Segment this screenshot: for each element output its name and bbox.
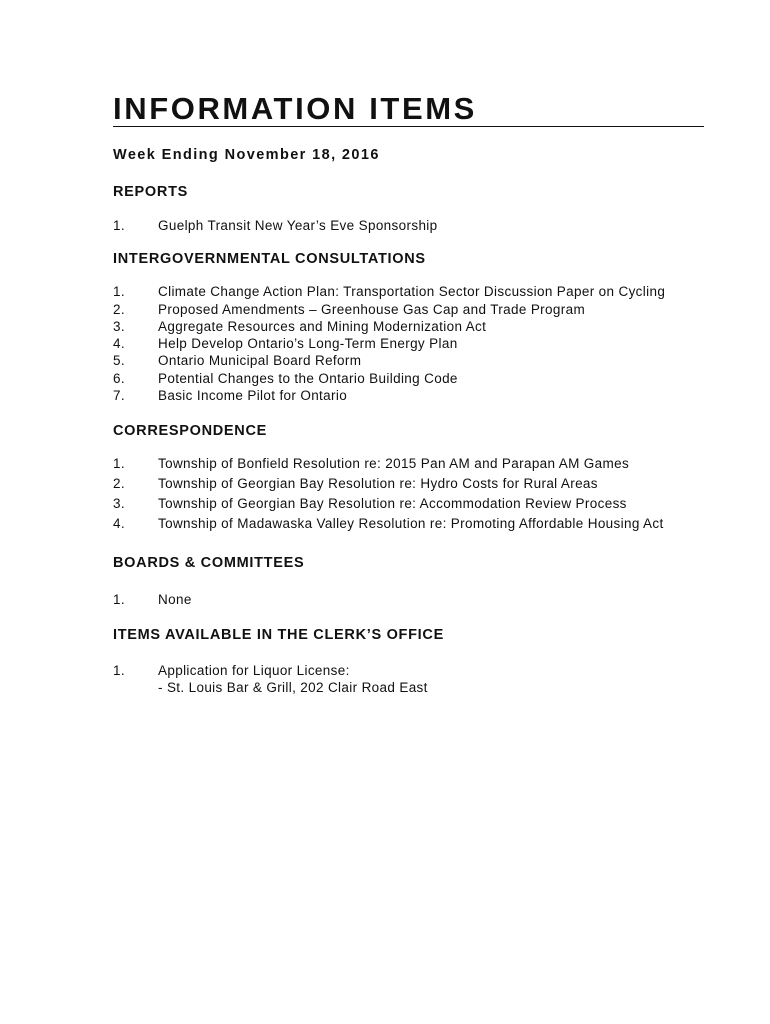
correspondence-list <box>113 454 705 533</box>
list-item <box>113 335 705 352</box>
list-item <box>113 454 705 474</box>
item-text: Township of Georgian Bay Resolution re: Accommodation Review Process <box>158 495 627 511</box>
item-number: 2. <box>113 301 125 317</box>
item-text: Basic Income Pilot for Ontario <box>158 388 348 404</box>
item-text: Climate Change Action Plan: Transportation Sector Discussion Paper on Cycling <box>158 284 666 300</box>
item-number: 6. <box>113 370 125 386</box>
reports-list <box>113 217 705 234</box>
item-number: 1. <box>113 591 125 607</box>
item-text: Proposed Amendments – Greenhouse Gas Cap and Trade Program <box>158 301 586 317</box>
section-heading-boards: BOARDS & COMMITTEES <box>113 554 305 571</box>
list-item <box>113 301 705 318</box>
clerks-office-list <box>113 662 705 697</box>
section-heading-clerks-office: ITEMS AVAILABLE IN THE CLERK’S OFFICE <box>113 626 444 643</box>
item-number: 1. <box>113 284 125 300</box>
list-item <box>113 217 705 234</box>
list-item <box>113 474 705 494</box>
list-item <box>113 387 705 404</box>
list-item <box>113 283 705 300</box>
item-text: Township of Madawaska Valley Resolution re: Promoting Affordable Housing Act <box>158 515 664 531</box>
list-item <box>113 514 705 534</box>
item-number: 2. <box>113 476 125 492</box>
document-page <box>113 92 705 696</box>
list-item <box>113 352 705 369</box>
item-text: Township of Bonfield Resolution re: 2015 Pan AM and Parapan AM Games <box>158 456 630 472</box>
list-item <box>113 662 705 697</box>
item-text: Aggregate Resources and Mining Modernization Act <box>158 318 487 334</box>
section-heading-reports: REPORTS <box>113 184 188 200</box>
section-heading-intergovernmental: INTERGOVERNMENTAL CONSULTATIONS <box>113 251 426 268</box>
title-underline <box>113 126 704 127</box>
list-item <box>113 370 705 387</box>
item-text: Potential Changes to the Ontario Building Code <box>158 370 458 386</box>
item-number: 3. <box>113 495 125 511</box>
boards-list <box>113 591 705 608</box>
section-heading-correspondence: CORRESPONDENCE <box>113 423 268 440</box>
item-text: Township of Georgian Bay Resolution re: Hydro Costs for Rural Areas <box>158 476 598 492</box>
list-item <box>113 591 705 608</box>
item-text: Ontario Municipal Board Reform <box>158 353 362 369</box>
week-ending-subtitle: Week Ending November 18, 2016 <box>113 147 380 163</box>
list-item <box>113 318 705 335</box>
intergovernmental-list <box>113 283 705 404</box>
list-item <box>113 494 705 514</box>
item-number: 1. <box>113 218 125 233</box>
item-number: 3. <box>113 318 125 334</box>
item-number: 4. <box>113 515 125 531</box>
item-subtext: - St. Louis Bar & Grill, 202 Clair Road East <box>158 680 428 696</box>
item-text: Application for Liquor License: <box>158 662 350 678</box>
item-number: 7. <box>113 388 125 404</box>
page-title: INFORMATION ITEMS <box>113 91 477 126</box>
item-text: None <box>158 591 192 607</box>
item-text: Help Develop Ontario’s Long-Term Energy Plan <box>158 336 458 352</box>
item-number: 1. <box>113 662 125 678</box>
item-number: 1. <box>113 456 125 472</box>
item-text: Guelph Transit New Year’s Eve Sponsorship <box>158 218 438 233</box>
item-number: 4. <box>113 336 125 352</box>
item-number: 5. <box>113 353 125 369</box>
item-text-group <box>158 662 705 697</box>
